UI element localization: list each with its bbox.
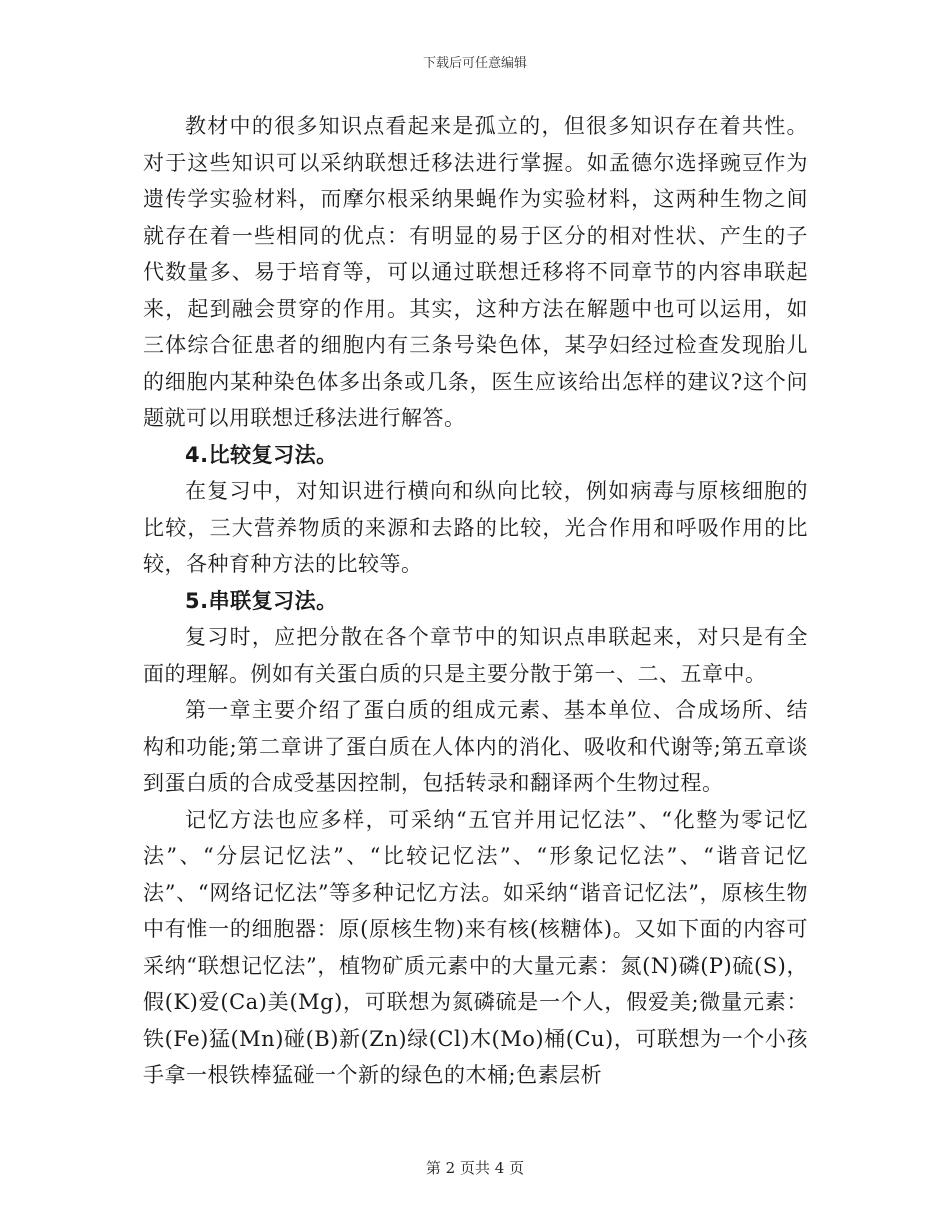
paragraph-memory-methods: 记忆方法也应多样，可采纳“五官并用记忆法”、“化整为零记忆法”、“分层记忆法”、“比较记忆法”、“形象记忆法”、“谐音记忆法”、“网络记忆法”等多种记忆方法。如采纳“谐音记忆法”，原核生物中有惟一的细胞器：原(原核生物)来有核(核糖体)。又如下面的内容可采纳“联想记忆法”，植物矿质元素中的大量元素：氮(N)磷(P)硫(S)，假(K)爱(Ca)美(Mg)，可联想为氮磷硫是一个人，假爱美;微量元素：铁(Fe)猛(Mn)碰(B)新(Zn)绿(Cl)木(Mo)桶(Cu)，可联想为一个小孩手拿一根铁棒猛碰一个新的绿色的木桶;色素层析	[143, 807, 808, 1087]
page-header: 下载后可任意编辑	[422, 56, 527, 71]
paragraph-protein-chapters: 第一章主要介绍了蛋白质的组成元素、基本单位、合成场所、结构和功能;第二章讲了蛋白质在人体内的消化、吸收和代谢等;第五章谈到蛋白质的合成受基因控制，包括转录和翻译两个生物过程。	[143, 698, 808, 795]
heading-comparison-method: 4.比较复习法。	[185, 442, 338, 467]
paragraph-association-transfer: 教材中的很多知识点看起来是孤立的，但很多知识存在着共性。对于这些知识可以采纳联想迁移法进行掌握。如孟德尔选择豌豆作为遗传学实验材料，而摩尔根采纳果蝇作为实验材料，这两种生物之间就存在着一些相同的优点：有明显的易于区分的相对性状、产生的子代数量多、易于培育等，可以通过联想迁移将不同章节的内容串联起来，起到融会贯穿的作用。其实，这种方法在解题中也可以运用，如三体综合征患者的细胞内有三条号染色体，某孕妇经过检查发现胎儿的细胞内某种染色体多出条或几条，医生应该给出怎样的建议?这个问题就可以用联想迁移法进行解答。	[143, 114, 808, 430]
paragraph-comparison-method: 在复习中，对知识进行横向和纵向比较，例如病毒与原核细胞的比较，三大营养物质的来源和去路的比较，光合作用和呼吸作用的比较，各种育种方法的比较等。	[143, 479, 808, 576]
document-body	[143, 108, 808, 1094]
paragraph-series-method: 复习时，应把分散在各个章节中的知识点串联起来，对只是有全面的理解。例如有关蛋白质的只是主要分散于第一、二、五章中。	[143, 625, 808, 686]
page-footer: 第 2 页共 4 页	[425, 1159, 525, 1177]
heading-series-method: 5.串联复习法。	[185, 588, 338, 613]
